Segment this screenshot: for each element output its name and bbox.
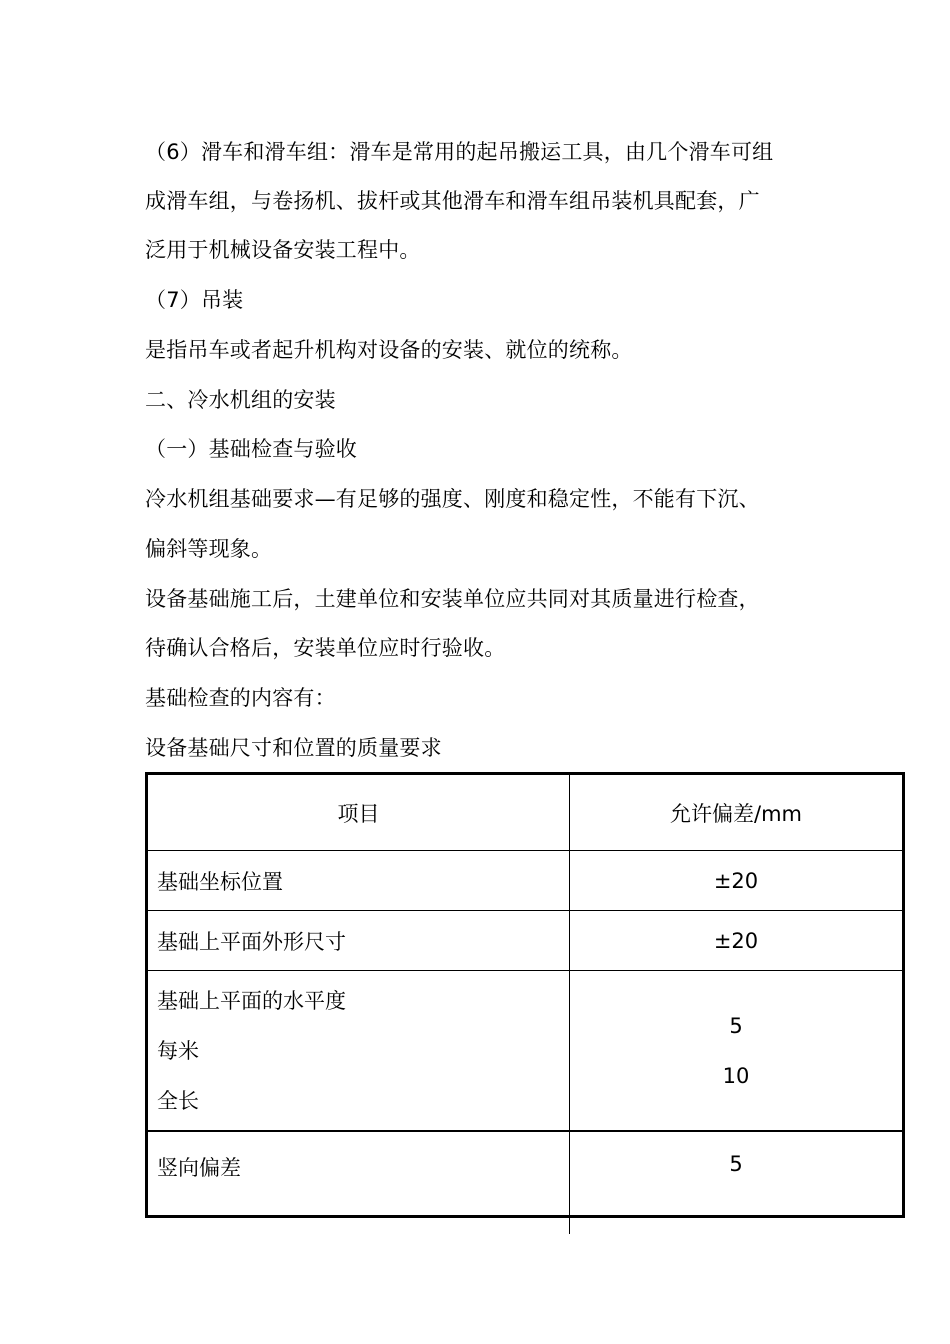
row-item: 基础上平面的水平度	[157, 988, 346, 1013]
row-value: ±20	[570, 851, 903, 911]
table-row	[148, 1131, 902, 1234]
row-value-group	[570, 971, 903, 1132]
paragraph-line: 基础检查的内容有：	[145, 686, 336, 710]
row-item: 基础上平面外形尺寸	[148, 911, 570, 971]
paragraph-line: （6）滑车和滑车组：滑车是常用的起吊搬运工具，由几个滑车可组	[145, 140, 774, 164]
header-tolerance: 允许偏差/mm	[570, 775, 903, 851]
paragraph-line: 泛用于机械设备安装工程中。	[145, 238, 421, 262]
table-row	[148, 851, 902, 911]
header-item: 项目	[148, 775, 570, 851]
table-row	[148, 911, 902, 971]
paragraph-line: 偏斜等现象。	[145, 537, 273, 561]
row-value: 10	[722, 1063, 750, 1088]
row-subitem: 每米	[157, 1038, 199, 1063]
row-value: 5	[570, 1131, 903, 1234]
row-item-group	[148, 971, 570, 1132]
paragraph-line: 是指吊车或者起升机构对设备的安装、就位的统称。	[145, 338, 633, 362]
section-heading: 二、冷水机组的安装	[145, 388, 336, 412]
table-row	[148, 971, 902, 1132]
row-item: 基础坐标位置	[148, 851, 570, 911]
paragraph-line: 待确认合格后，安装单位应时行验收。	[145, 636, 506, 660]
section-heading: （7）吊装	[145, 288, 244, 312]
tolerance-table	[145, 772, 905, 1218]
paragraph-line: 冷水机组基础要求—有足够的强度、刚度和稳定性，不能有下沉、	[145, 487, 760, 511]
row-item: 竖向偏差	[148, 1131, 570, 1234]
paragraph-line: 成滑车组，与卷扬机、拔杆或其他滑车和滑车组吊装机具配套，广	[145, 189, 760, 213]
section-heading: （一）基础检查与验收	[145, 437, 357, 461]
row-value: 5	[729, 1013, 743, 1038]
row-value: ±20	[570, 911, 903, 971]
table-header-row	[148, 775, 902, 851]
table-caption: 设备基础尺寸和位置的质量要求	[145, 736, 442, 760]
row-subitem: 全长	[157, 1088, 199, 1113]
paragraph-line: 设备基础施工后，土建单位和安装单位应共同对其质量进行检查，	[145, 587, 760, 611]
